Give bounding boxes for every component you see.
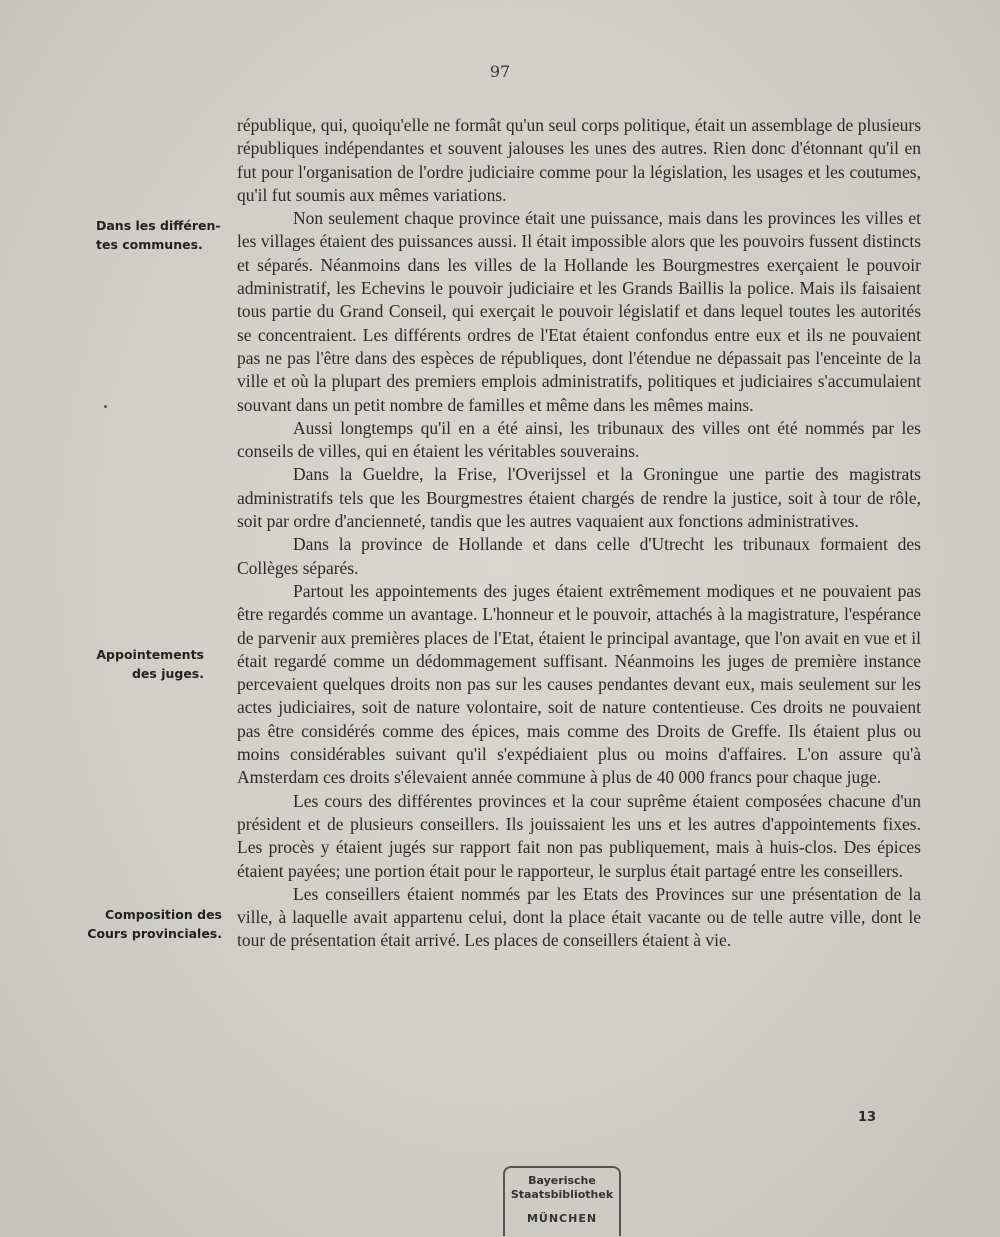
paragraph: Non seulement chaque province était une puissance, mais dans les provinces les villes et les villages étaient des puissances aussi. Il était impossible alors que les pouvoirs fussent distincts et séparés. Néanmoins dans les villes de la Hollande les Bourgmestres exerçaient le pouvoir administratif, les Echevins le pouvoir judiciaire et les Grands Baillis la police. Mais ils faisaient tous partie du Grand Conseil, qui exerçait le pouvoir législatif et dans lequel toutes les autorités se concentraient. Les différents ordres de l'Etat étaient confondus entre eux et ils ne pouvaient pas ne pas l'être dans des espèces de républiques, dont l'étendue ne dépassait pas l'enceinte de la ville et où la plupart des premiers emplois administratifs, politiques et judiciaires s'accumulaient souvant dans un petit nombre de familles et même dans les mêmes mains. (237, 208, 921, 415)
margin-note-appointements (86, 645, 204, 683)
margin-note-line: Dans les différen- (96, 218, 221, 233)
paragraph: Les conseillers étaient nommés par les Etats des Provinces sur une présentation de la ville, à laquelle avait appartenu celui, dont la place était vacante ou de telle autre ville, dont le tour de présentation était arrivé. Les places de conseillers étaient à vie. (237, 883, 921, 951)
paragraph: Les cours des différentes provinces et la cour suprême étaient composées chacune d'un président et de plusieurs conseillers. Ils jouissaient les uns et les autres d'appointements fixes. Les procès y étaient jugés sur rapport fait non pas publiquement, mais à huis-clos. Des épices étaient payées; une portion était pour le rapporteur, le surplus était partagé entre les conseillers. (237, 790, 921, 881)
paragraph: Dans la Gueldre, la Frise, l'Overijssel et la Groningue une partie des magistrats administratifs tels que les Bourgmestres étaient chargés de rendre la justice, soit à tour de rôle, soit par ordre d'ancienneté, tandis que les autres vaquaient aux fonctions administratives. (237, 464, 921, 532)
margin-note-line: Appointements (96, 647, 204, 662)
margin-note-line: Cours provinciales. (87, 926, 222, 941)
margin-note-line: tes communes. (96, 237, 203, 252)
page-number: 97 (489, 62, 511, 81)
paragraph: Aussi longtemps qu'il en a été ainsi, les tribunaux des villes ont été nommés par les conseils de villes, qui en étaient les véritables souverains. (237, 417, 921, 462)
stamp-line: Staatsbibliothek (510, 1188, 614, 1201)
paragraph: Dans la province de Hollande et dans celle d'Utrecht les tribunaux formaient des Collèges séparés. (237, 534, 921, 578)
margin-note-communes (96, 216, 221, 254)
margin-note-composition (84, 905, 222, 943)
stamp-line: Bayerische (528, 1174, 596, 1187)
stamp-line: MÜNCHEN (526, 1212, 598, 1225)
paragraph: république, qui, quoiqu'elle ne formât qu'un seul corps politique, était un assemblage de plusieurs républiques indépendantes et souvent jalouses les unes des autres. Rien donc d'étonnant qu'il en fut pour l'organisation de l'ordre judiciaire comme pour la législation, les usages et les coutumes, qu'il fut soumis aux mêmes variations. (237, 115, 921, 205)
paragraph: Partout les appointements des juges étaient extrêmement modiques et ne pouvaient pas être regardés comme un avantage. L'honneur et le pouvoir, attachés à la magistrature, l'espérance de parvenir aux premières places de l'Etat, étaient le principal avantage, que l'on avait en vue et il était regardé comme un dédommagement suffisant. Néanmoins les juges de première instance percevaient quelques droits non pas sur les causes pendantes devant eux, mais seulement sur les actes judiciaires, soit de nature volontaire, soit de nature contentieuse. Ces droits ne pouvaient pas être considérés comme des épices, mais comme des Droits de Greffe. Ils étaient plus ou moins considérables suivant qu'il s'expédiaient plus ou moins d'affaires. L'on assure qu'à Amsterdam ces droits s'élevaient année commune à plus de 40 000 francs pour chaque juge. (237, 580, 921, 788)
signature-number: 13 (858, 1110, 877, 1125)
library-stamp (503, 1166, 621, 1236)
margin-note-line: Composition des (104, 907, 222, 922)
ink-dot (104, 405, 107, 408)
margin-note-line: des juges. (131, 666, 204, 681)
body-text (237, 114, 921, 953)
